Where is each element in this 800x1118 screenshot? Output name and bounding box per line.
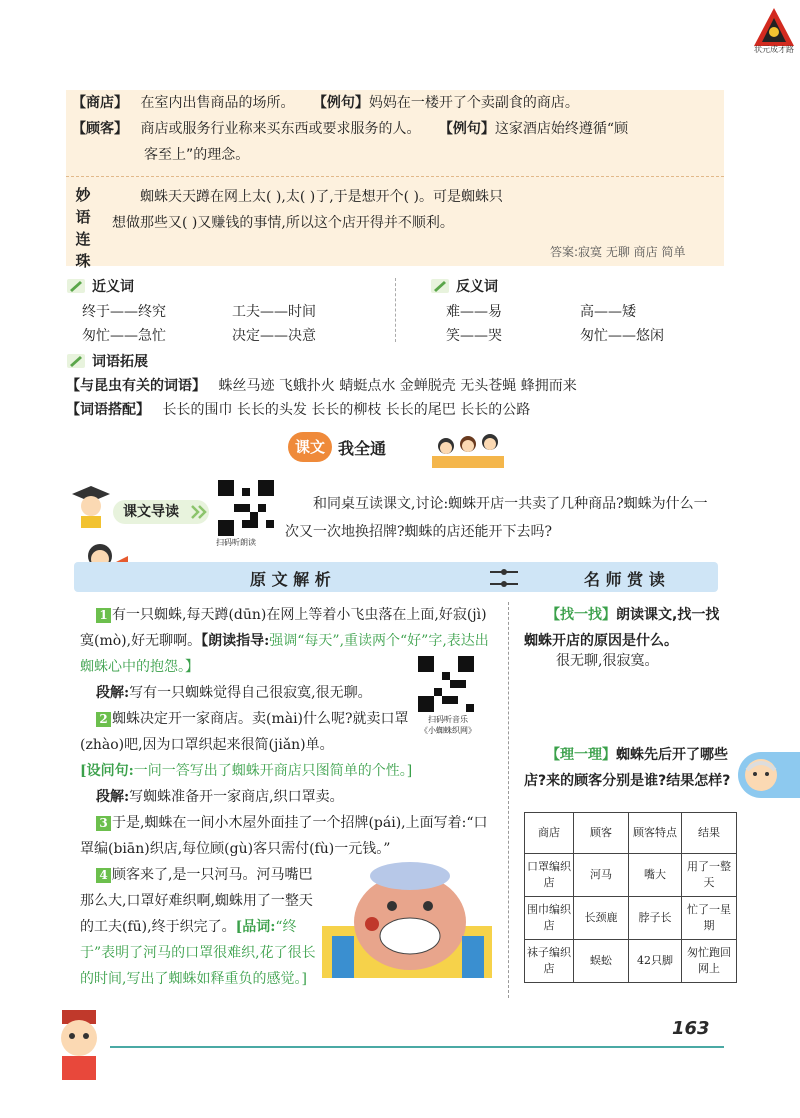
vocab-definition: 商店或服务行业称来买东西或要求服务的人。 <box>140 121 421 137</box>
find-tag: 【找一找】 <box>546 607 616 623</box>
table-cell: 脖子长 <box>629 897 682 940</box>
section-title-analysis: 原 文 解 析 <box>250 570 331 589</box>
qr-code-icon[interactable] <box>218 480 274 536</box>
duan-jie-1 <box>96 680 404 706</box>
paragraph-2 <box>80 706 410 758</box>
table-cell: 42只脚 <box>629 940 682 983</box>
antonym-pair: 匆忙——悠闲 <box>580 328 664 344</box>
table-header-row <box>525 813 737 854</box>
column-divider <box>508 602 509 998</box>
miaoyu-line: 想做那些又( )又赚钱的事情,所以这个店开得并不顺利。 <box>112 215 454 231</box>
table-row <box>525 854 737 897</box>
paragraph-text: 蜘蛛决定开一家商店。卖(mài)什么呢?就卖口罩(zhào)吧,因为口罩织起来很简(jiǎn)单。 <box>80 711 409 753</box>
result-table <box>524 812 737 983</box>
table-row <box>525 940 737 983</box>
publisher-logo-text: 状元成才路 <box>754 45 794 54</box>
miaoyu-char: 珠 <box>75 252 91 270</box>
table-cell: 忙了一星期 <box>682 897 737 940</box>
pencil-icon <box>66 353 86 369</box>
table-row <box>525 897 737 940</box>
paragraph-number: 2 <box>96 712 111 727</box>
note-tag: [品词: <box>235 919 276 935</box>
students-reading-illustration <box>428 430 508 470</box>
duanjie-label: 段解: <box>96 789 130 805</box>
example-sentence: 这家酒店始终遵循“顾 <box>494 121 629 137</box>
antonym-pair: 高——矮 <box>580 304 636 320</box>
duanjie-text: 写有一只蜘蛛觉得自己很寂寞,很无聊。 <box>129 685 372 701</box>
sort-tag: 【理一理】 <box>546 747 616 763</box>
table-cell: 围巾编织店 <box>525 897 574 940</box>
synonym-pair: 终于——终究 <box>82 304 166 320</box>
pencil-icon <box>430 278 450 294</box>
teacher-face-icon <box>742 756 780 794</box>
table-cell: 匆忙跑回网上 <box>682 940 737 983</box>
antonym-pair: 笑——哭 <box>446 328 502 344</box>
table-cell: 袜子编织店 <box>525 940 574 983</box>
vocab-row-shangdian <box>72 92 579 114</box>
example-sentence-cont: 客至上”的理念。 <box>144 147 250 163</box>
synonyms-title: 近义词 <box>92 279 134 295</box>
paragraph-number: 4 <box>96 868 111 883</box>
extension-title: 词语拓展 <box>92 354 148 370</box>
paragraph-number: 1 <box>96 608 111 623</box>
divider <box>66 176 724 177</box>
find-question <box>524 602 728 654</box>
insect-tag: 【与昆虫有关的词语】 <box>66 378 206 394</box>
table-header-cell: 商店 <box>525 813 574 854</box>
antonym-pair: 难——易 <box>446 304 502 320</box>
collocation-row <box>66 399 530 419</box>
insect-words: 蛛丝马迹 飞蛾扑火 蜻蜓点水 金蝉脱壳 无头苍蝇 蜂拥而来 <box>218 378 577 394</box>
paragraph-4 <box>80 862 316 992</box>
miaoyu-char: 语 <box>75 208 91 226</box>
extension-heading <box>66 351 148 371</box>
qr-code-icon[interactable] <box>418 656 474 712</box>
table-cell: 口罩编织店 <box>525 854 574 897</box>
insect-words-row <box>66 375 577 395</box>
paragraph-3 <box>80 810 492 862</box>
synonym-pair: 决定——决意 <box>232 328 316 344</box>
table-header-cell: 结果 <box>682 813 737 854</box>
kewen-badge: 课文 <box>288 432 332 462</box>
double-chevron-right-icon <box>190 504 208 520</box>
find-question-text: 朗读课文,找一找蜘蛛开店的原因是什么。 <box>524 607 720 649</box>
find-answer: 很无聊,很寂寞。 <box>556 653 659 669</box>
miaoyu-line: 蜘蛛天天蹲在网上太( ),太( )了,于是想开个( )。可是蜘蛛只 <box>140 189 504 205</box>
pencil-icon <box>66 278 86 294</box>
reading-guide-tag: 【朗读指导: <box>201 633 270 649</box>
table-cell: 河马 <box>574 854 629 897</box>
guide-text: 和同桌互读课文,讨论:蜘蛛开店一共卖了几种商品?蜘蛛为什么一次又一次地换招牌?蜘蛛的店还能开下去吗? <box>285 496 708 540</box>
duanjie-label: 段解: <box>96 685 130 701</box>
reading-guide-text: 强调“每天”,重读两个“好”字,表达出蜘蛛心中的抱怨。】 <box>80 633 489 675</box>
guide-button[interactable]: 课文导读 <box>113 500 209 524</box>
mascot-icon <box>48 1008 110 1082</box>
table-cell: 用了一整天 <box>682 854 737 897</box>
note-text: “终于”表明了河马的口罩很难织,花了很长的时间,写出了蜘蛛如释重负的感觉。] <box>80 919 316 987</box>
synonym-pair: 工夫——时间 <box>232 304 316 320</box>
rhetorical-question-note <box>80 758 500 784</box>
synonyms-heading <box>66 276 134 296</box>
vocab-box <box>66 90 724 266</box>
banner-text: 我全通 <box>338 439 387 458</box>
collocation-tag: 【词语搭配】 <box>66 402 150 418</box>
example-tag: 【例句】 <box>312 95 369 111</box>
miaoyu-char: 连 <box>75 230 91 248</box>
table-header-cell: 顾客 <box>574 813 629 854</box>
table-cell: 长颈鹿 <box>574 897 629 940</box>
page-number: 163 <box>672 1018 710 1039</box>
qr-caption: 扫码听朗读 <box>216 538 256 547</box>
student-graduate-icon <box>70 484 112 530</box>
miaoyu-paragraph <box>112 184 717 236</box>
vocab-tag: 【顾客】 <box>72 121 128 137</box>
qr-caption <box>416 714 480 736</box>
paragraph-text: 有一只蜘蛛,每天蹲(dūn)在网上等着小飞虫落在上面,好寂(jì)寞(mò),好无聊啊。 <box>80 607 487 649</box>
section-title-teacher: 名 师 赏 读 <box>584 570 665 589</box>
table-header-cell: 顾客特点 <box>629 813 682 854</box>
miaoyu-char: 妙 <box>75 186 91 204</box>
binder-ring-icon <box>486 564 522 592</box>
vocab-definition: 在室内出售商品的场所。 <box>140 95 295 111</box>
result-table-wrapper <box>524 812 737 983</box>
example-sentence: 妈妈在一楼开了个卖副食的商店。 <box>368 95 579 111</box>
qr-caption-line: 《小蜘蛛织网》 <box>420 726 476 735</box>
footer-line <box>110 1046 724 1048</box>
vocab-tag: 【商店】 <box>72 95 128 111</box>
qr-caption-line: 扫码听音乐 <box>428 715 468 724</box>
note-text: 一问一答写出了蜘蛛开商店只图简单的个性。] <box>133 763 413 779</box>
table-cell: 蜈蚣 <box>574 940 629 983</box>
paragraph-text: 于是,蜘蛛在一间小木屋外面挂了一个招牌(pái),上面写着:“口罩编(biān)织店,每位顾(gù)客只需付(fù)一元钱。” <box>80 815 488 857</box>
sort-question-text: 蜘蛛先后开了哪些店?来的顾客分别是谁?结果怎样? <box>524 747 731 789</box>
paragraph-number: 3 <box>96 816 111 831</box>
sort-question <box>524 742 734 794</box>
answer-text: 答案:寂寞 无聊 商店 简单 <box>550 245 686 259</box>
divider <box>395 278 396 342</box>
collocation-words: 长长的围巾 长长的头发 长长的柳枝 长长的尾巴 长长的公路 <box>162 402 531 418</box>
note-tag: [设问句: <box>80 763 134 779</box>
hippo-spider-illustration <box>322 856 492 978</box>
synonym-pair: 匆忙——急忙 <box>82 328 166 344</box>
duanjie-text: 写蜘蛛准备开一家商店,织口罩卖。 <box>129 789 344 805</box>
vocab-row-guke <box>72 118 628 140</box>
duan-jie-2 <box>96 784 496 810</box>
antonyms-heading <box>430 276 498 296</box>
table-cell: 嘴大 <box>629 854 682 897</box>
paragraph-text: 顾客来了,是一只河马。河马嘴巴那么大,口罩好难织啊,蜘蛛用了一整天的工夫(fū),终于织完了。 <box>80 867 313 935</box>
example-tag: 【例句】 <box>438 121 495 137</box>
antonyms-title: 反义词 <box>456 279 498 295</box>
